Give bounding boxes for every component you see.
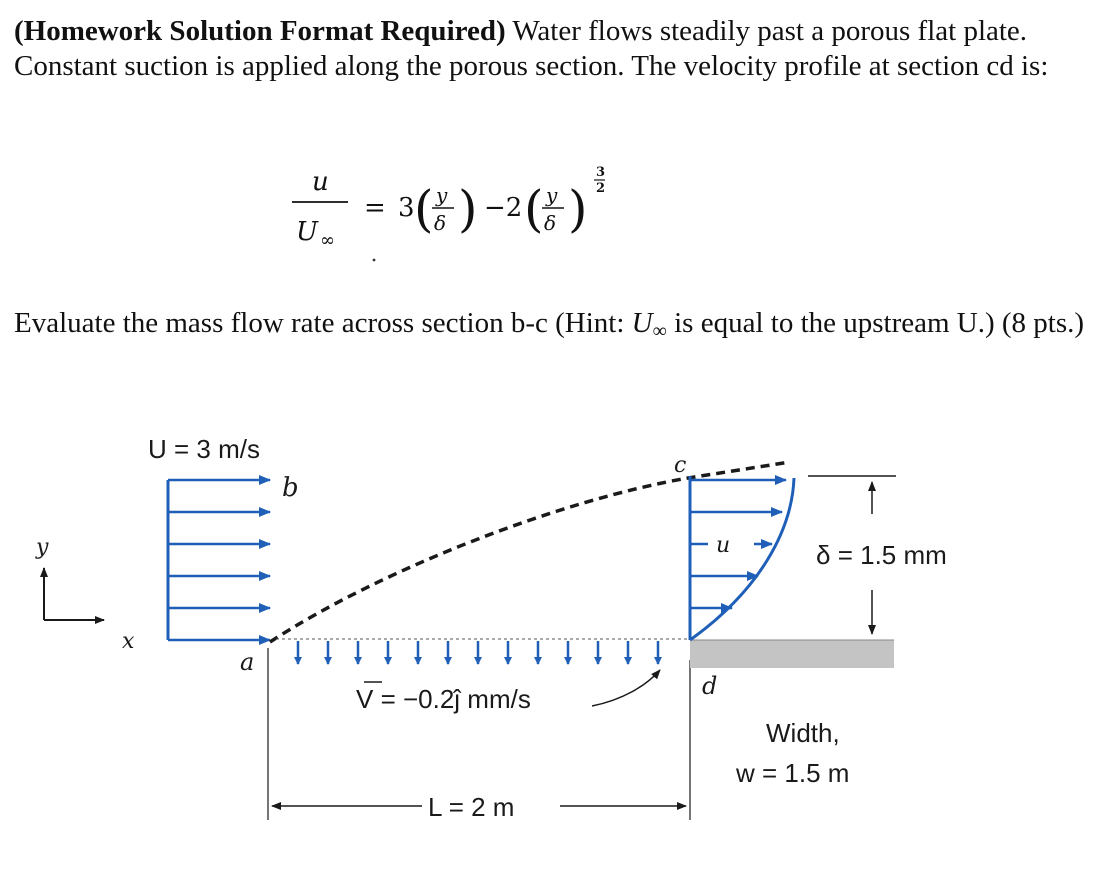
eq-paren-open-1: ( — [414, 180, 434, 238]
point-c-label: c — [674, 453, 687, 478]
axis-x-label: x — [122, 629, 135, 654]
solid-plate — [690, 640, 894, 668]
eq-lhs-numerator: u — [312, 167, 329, 197]
eq-y-1: y — [436, 183, 448, 207]
suction-leader-arrow — [592, 670, 660, 706]
eq-paren-close-1: ) — [458, 180, 478, 238]
upstream-velocity-profile — [168, 480, 270, 640]
question-infinity-subscript: ∞ — [652, 320, 667, 342]
eq-stray-dot — [373, 259, 376, 262]
eq-exponent-denominator: 2 — [596, 181, 606, 196]
profile-u-label: u — [716, 533, 731, 558]
question-text-b: is equal to the upstream U.) (8 pts.) — [666, 307, 1085, 339]
length-label: L = 2 m — [428, 792, 515, 822]
question-text-a: Evaluate the mass flow rate across section b-c (Hint: — [14, 307, 632, 339]
coordinate-axes — [35, 535, 135, 654]
eq-lhs-denominator: U — [296, 217, 318, 247]
eq-coef-1: 3 — [398, 193, 415, 223]
upstream-velocity-label: U = 3 m/s — [148, 434, 260, 464]
problem-question — [14, 306, 1094, 349]
delta-label: δ = 1.5 mm — [816, 540, 947, 570]
porous-plate-diagram — [0, 420, 1104, 870]
eq-equals: = — [364, 193, 386, 223]
suction-arrows — [276, 639, 690, 664]
problem-description: Water flows steadily past a porous flat plate. Constant suction is applied along the porous section. The velocity profile at section cd is: — [14, 15, 1049, 82]
eq-paren-close-2: ) — [568, 180, 588, 238]
eq-delta-2: δ — [544, 211, 557, 235]
axis-y-label: y — [36, 535, 49, 560]
eq-delta-1: δ — [434, 211, 447, 235]
eq-lhs-denominator-sub: ∞ — [320, 230, 335, 251]
dashed-streamline — [270, 462, 790, 642]
problem-format-note: (Homework Solution Format Required) — [14, 15, 506, 47]
downstream-velocity-profile — [690, 476, 794, 640]
eq-paren-open-2: ( — [524, 180, 544, 238]
width-value: w = 1.5 m — [736, 758, 850, 788]
question-U-symbol: U — [631, 307, 653, 339]
velocity-profile-equation — [0, 150, 1104, 280]
point-b-label: b — [282, 473, 299, 503]
suction-velocity-label: V = −0.2ĵ mm/s — [356, 684, 531, 714]
eq-coef-2: −2 — [484, 193, 523, 223]
width-label: Width, — [766, 718, 840, 748]
eq-exponent-numerator: 3 — [596, 165, 606, 180]
point-a-label: a — [240, 648, 255, 676]
problem-intro — [14, 14, 1094, 84]
eq-y-2: y — [546, 183, 558, 207]
point-d-label: d — [702, 672, 718, 700]
